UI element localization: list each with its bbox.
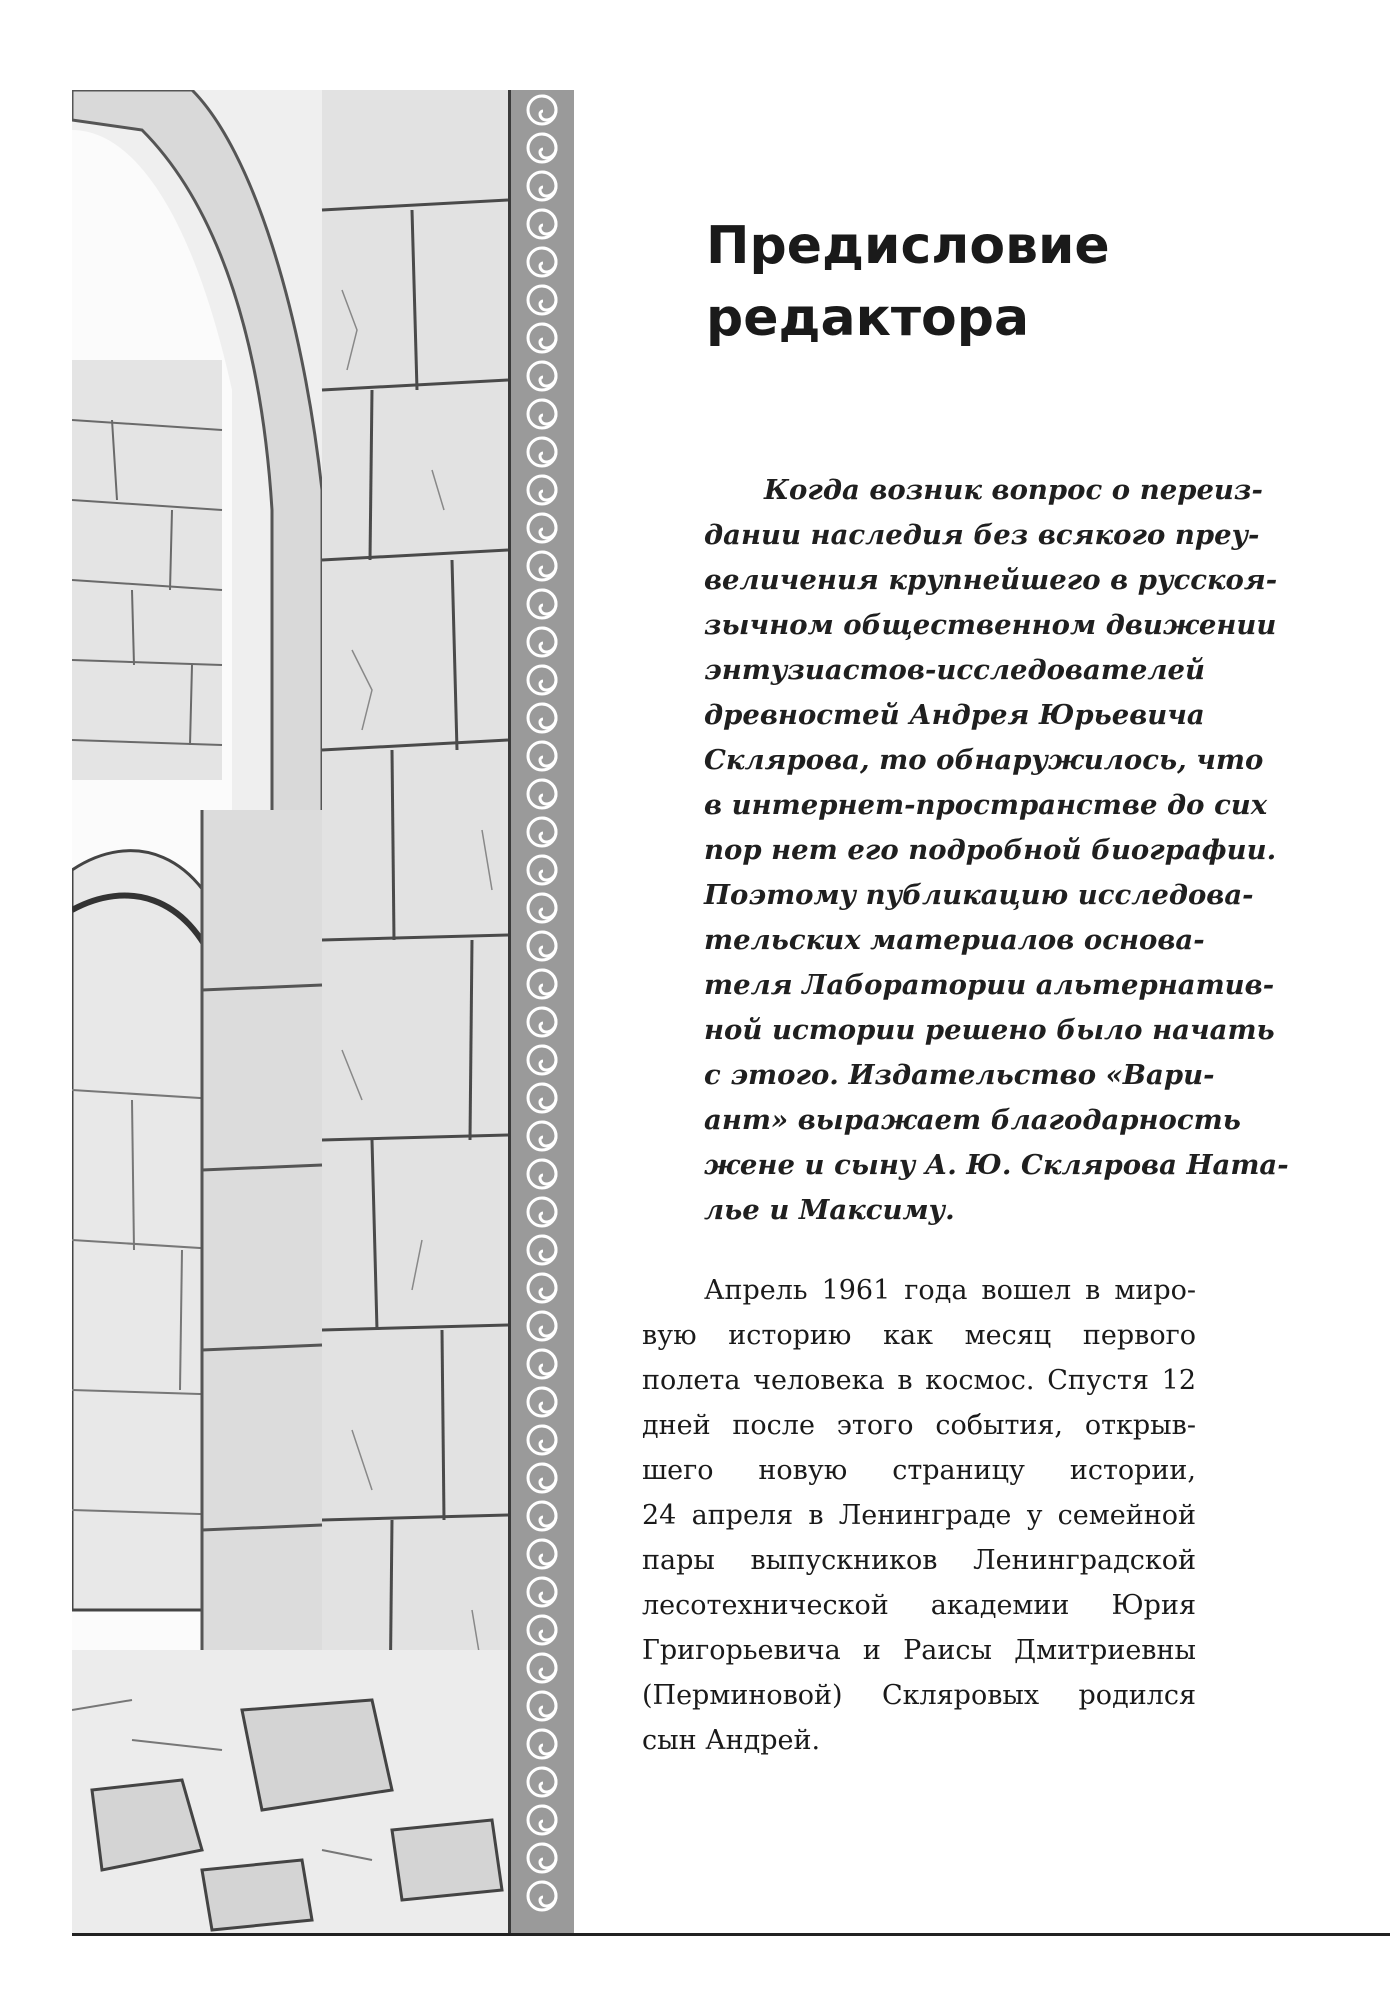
intro-line: лье и Максиму. <box>704 1194 955 1226</box>
body-line: вую историю как месяц первого <box>642 1320 1196 1351</box>
intro-line: жене и сыну А. Ю. Склярова Ната- <box>704 1149 1289 1181</box>
spiral-curl <box>540 1274 556 1298</box>
body-paragraph <box>642 1268 1196 1763</box>
spiral-curl <box>540 514 556 538</box>
spiral-curl <box>540 1198 556 1222</box>
spiral-curl <box>540 324 556 348</box>
intro-line: зычном общественном движении <box>704 609 1277 641</box>
spiral-curl <box>540 286 556 310</box>
spiral-curl <box>540 1388 556 1412</box>
spiral-curl <box>540 1578 556 1602</box>
spiral-curl <box>540 590 556 614</box>
body-line: шего новую страницу истории, <box>642 1455 1196 1486</box>
spiral-curl <box>540 1806 556 1830</box>
spiral-curl <box>540 1616 556 1640</box>
intro-line: с этого. Издательство «Вари- <box>704 1059 1215 1091</box>
intro-line: теля Лаборатории альтернатив- <box>704 969 1275 1001</box>
body-line: Апрель 1961 года вошел в миро- <box>704 1275 1196 1306</box>
spiral-curl <box>540 1160 556 1184</box>
body-line: пары выпускников Ленинградской <box>642 1545 1196 1576</box>
spiral-curl <box>540 818 556 842</box>
spiral-curl <box>540 1882 556 1906</box>
spiral-curl <box>540 1768 556 1792</box>
page-title <box>706 210 1306 354</box>
spiral-curl <box>540 666 556 690</box>
spiral-curl <box>540 1502 556 1526</box>
intro-line: пор нет его подробной биографии. <box>704 834 1277 866</box>
spiral-curl <box>540 1844 556 1868</box>
spiral-curl <box>540 1122 556 1146</box>
spiral-curl <box>540 400 556 424</box>
spiral-curl <box>540 438 556 462</box>
spiral-curl <box>540 1464 556 1488</box>
body-line: 24 апреля в Ленинграде у семейной <box>642 1500 1196 1531</box>
spiral-curl <box>540 1426 556 1450</box>
spiral-curl <box>540 780 556 804</box>
spiral-curl <box>540 248 556 272</box>
spiral-ornament-border <box>508 90 574 1933</box>
intro-line: величения крупнейшего в русскоя- <box>704 564 1278 596</box>
page-title-line-2: редактора <box>706 288 1030 348</box>
spiral-curl <box>540 210 556 234</box>
body-line: дней после этого события, открыв- <box>642 1410 1196 1441</box>
intro-line: в интернет-пространстве до сих <box>704 789 1268 821</box>
spiral-curl <box>540 1046 556 1070</box>
spiral-curl <box>540 856 556 880</box>
spiral-curl <box>540 1692 556 1716</box>
spiral-curl <box>540 1084 556 1108</box>
spiral-curl <box>540 704 556 728</box>
spiral-curl <box>540 1350 556 1374</box>
spiral-curl <box>540 172 556 196</box>
spiral-curl <box>540 134 556 158</box>
intro-line: Когда возник вопрос о переиз- <box>764 474 1263 506</box>
spiral-curl <box>540 742 556 766</box>
editor-intro-paragraph <box>704 468 1289 1233</box>
bottom-rule <box>72 1933 1390 1936</box>
spiral-curl <box>540 1236 556 1260</box>
spiral-curl <box>540 932 556 956</box>
intro-line: дании наследия без всякого преу- <box>704 519 1260 551</box>
intro-line: энтузиастов-исследователей <box>704 654 1206 686</box>
body-line: лесотехнической академии Юрия <box>642 1590 1196 1621</box>
intro-line: ант» выражает благодарность <box>704 1104 1241 1136</box>
spiral-curl <box>540 1654 556 1678</box>
intro-line: Поэтому публикацию исследова- <box>704 879 1254 911</box>
spiral-curl <box>540 970 556 994</box>
intro-line: тельских материалов основа- <box>704 924 1205 956</box>
intro-line: древностей Андрея Юрьевича <box>704 699 1205 731</box>
spiral-curl <box>540 362 556 386</box>
spiral-curl <box>540 1008 556 1032</box>
intro-line: Склярова, то обнаружилось, что <box>704 744 1264 776</box>
spiral-curl <box>540 628 556 652</box>
spiral-curl <box>540 1730 556 1754</box>
intro-line: ной истории решено было начать <box>704 1014 1275 1046</box>
spiral-curl <box>540 96 556 120</box>
spiral-curl <box>540 1312 556 1336</box>
body-line: сын Андрей. <box>642 1725 821 1756</box>
spiral-curl <box>540 1540 556 1564</box>
body-line: полета человека в космос. Спустя 12 <box>642 1365 1196 1396</box>
body-line: (Перминовой) Скляровых родился <box>642 1680 1196 1711</box>
spiral-curl <box>540 894 556 918</box>
spiral-curl <box>540 552 556 576</box>
body-line: Григорьевича и Раисы Дмитриевны <box>642 1635 1196 1666</box>
page-title-line-1: Предисловие <box>706 216 1110 276</box>
spiral-curl <box>540 476 556 500</box>
stone-arch-illustration <box>72 90 508 1933</box>
